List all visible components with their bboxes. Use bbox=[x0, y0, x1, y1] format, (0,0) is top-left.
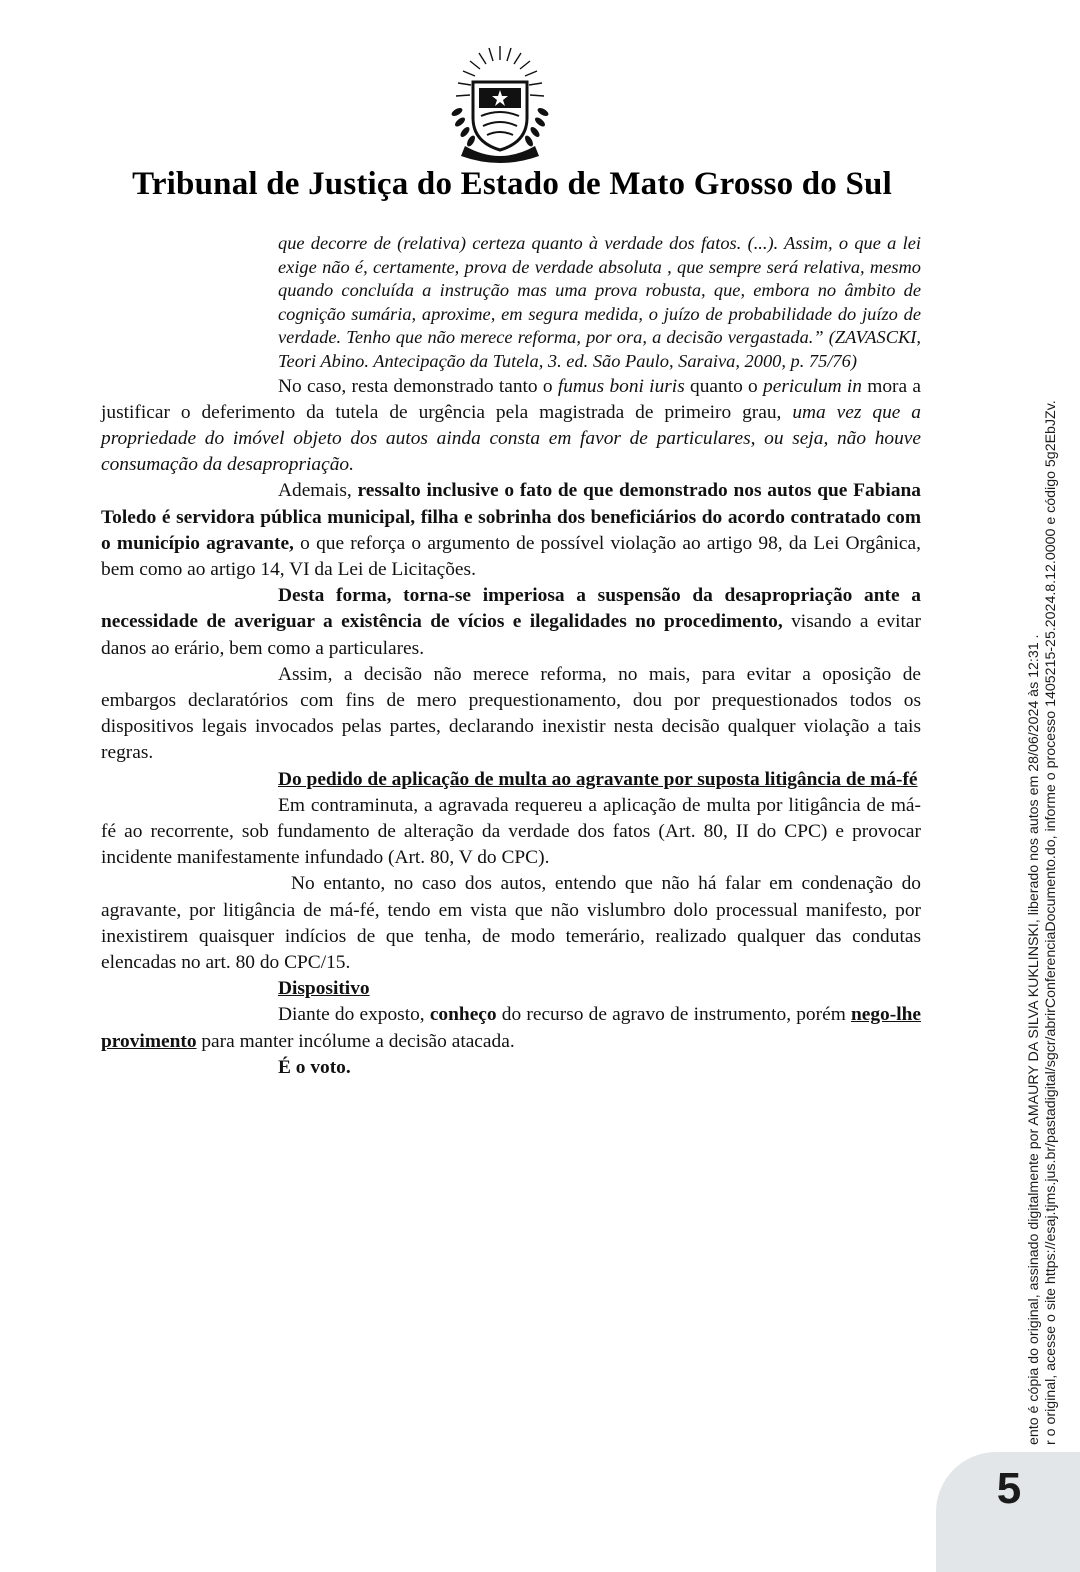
section-heading-dispositivo-wrap bbox=[101, 976, 921, 1002]
paragraph-contraminuta: Em contraminuta, a agravada requereu a aplicação de multa por litigância de má-fé ao recorrente, sob fundamento de alteração da verdade dos fatos (Art. 80, II do CPC) e provocar incidente manifestamente infundado (Art. 80, V do CPC). bbox=[101, 794, 921, 869]
section-heading-dispositivo: Dispositivo bbox=[278, 978, 370, 1000]
paragraph-prequestionamento: Assim, a decisão não merece reforma, no mais, para evitar a oposição de embargos declaratórios com fins de mero prequestionamento, dou por prequestionados todos os dispositivos legais invocados pelas partes, declarando inexistir nesta decisão qualquer violação a tais regras. bbox=[101, 663, 921, 764]
court-title: Tribunal de Justiça do Estado de Mato Grosso do Sul bbox=[132, 166, 892, 202]
section-heading-multa: Do pedido de aplicação de multa ao agravante por suposta litigância de má-fé bbox=[278, 768, 918, 790]
stamp-line-1: ento é cópia do original, assinado digitalmente por AMAURY DA SILVA KUKLINSKI, liberado nos autos em 28/06/2024 às 12:31 . bbox=[1026, 634, 1042, 1445]
page-number: 5 bbox=[996, 1464, 1022, 1513]
digital-signature-stamp bbox=[1026, 145, 1060, 1445]
closing-line: É o voto. bbox=[278, 1056, 351, 1078]
stamp-line-2: r o original, acesse o site https://esaj.tjms.jus.br/pastadigital/sgcr/abrirConferenciaDocumento.do, informe o processo 1405215-25.2024.8.12.0000 e código 5g2EbJZv. bbox=[1043, 400, 1059, 1445]
document-body bbox=[101, 232, 921, 1081]
state-coat-of-arms-icon bbox=[443, 42, 557, 166]
paragraph-fumus-boni-iuris: No caso, resta demonstrado tanto o fumus boni iuris quanto o periculum in mora a justificar o deferimento da tutela de urgência pela magistrada de primeiro grau, uma vez que a propriedade do imóvel objeto dos autos ainda consta em favor de particulares, ou seja, não houve consumação da desapropriação. bbox=[101, 375, 921, 476]
quotation-block: que decorre de (relativa) certeza quanto à verdade dos fatos. (...). Assim, o que a lei exige não é, certamente, prova de verdade absoluta , que sempre será relativa, mesmo quando concluída a instrução mas uma prova robusta, que, embora no âmbito de cognição sumária, aproxime, em segura medida, o juízo de probabilidade do juízo de verdade. Tenho que não merece reforma, por ora, a decisão vergastada.” (ZAVASCKI, Teori Abino. Antecipação da Tutela, 3. ed. São Paulo, Saraiva, 2000, p. 75/76) bbox=[278, 233, 921, 371]
paragraph-dispositivo: Diante do exposto, conheço do recurso de agravo de instrumento, porém nego-lhe provimento para manter incólume a decisão atacada. bbox=[101, 1004, 921, 1052]
paragraph-no-entanto: No entanto, no caso dos autos, entendo que não há falar em condenação do agravante, por litigância de má-fé, tendo em vista que não vislumbro dolo processual manifesto, por inexistirem quaisquer indícios de que tenha, de modo temerário, realizado qualquer das condutas elencadas no art. 80 do CPC/15. bbox=[101, 873, 921, 974]
paragraph-desta-forma: Desta forma, torna-se imperiosa a suspensão da desapropriação ante a necessidade de averiguar a existência de vícios e ilegalidades no procedimento, visando a evitar danos ao erário, bem como a particulares. bbox=[101, 585, 921, 659]
paragraph-ademais: Ademais, ressalto inclusive o fato de que demonstrado nos autos que Fabiana Toledo é servidora pública municipal, filha e sobrinha dos beneficiários do acordo contratado com o município agravante, o que reforça o argumento de possível violação ao artigo 98, da Lei Orgânica, bem como ao artigo 14, VI da Lei de Licitações. bbox=[101, 480, 921, 580]
